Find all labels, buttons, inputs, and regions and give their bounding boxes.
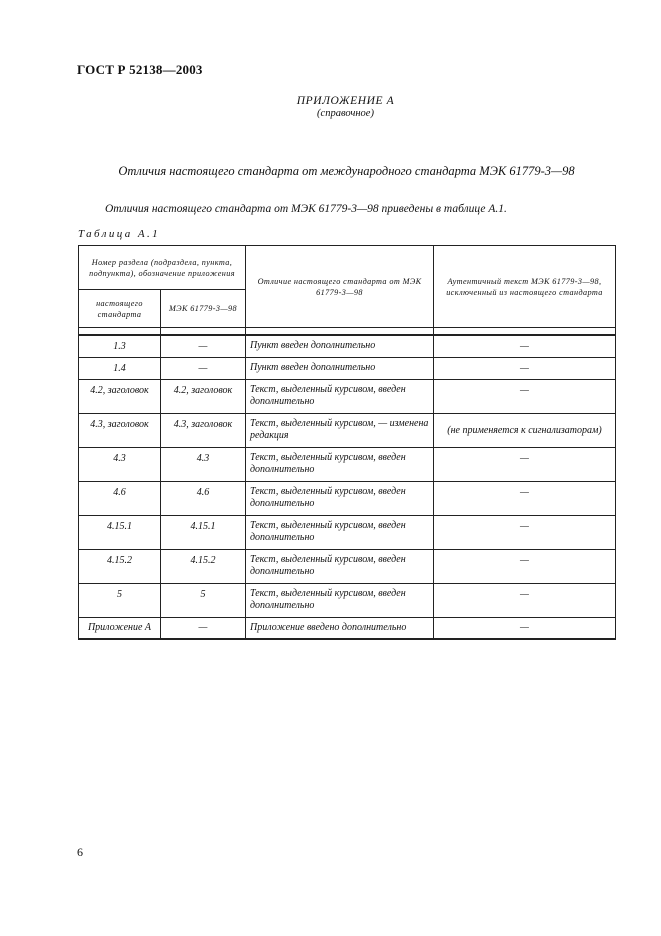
cell-authentic-text: (не применяется к сигнализаторам) <box>434 413 616 447</box>
cell-iec-standard: 4.15.1 <box>161 515 246 549</box>
cell-difference: Текст, выделенный курсивом, введен дополнительно <box>246 481 434 515</box>
table-row <box>79 481 616 515</box>
cell-difference: Текст, выделенный курсивом, введен дополнительно <box>246 515 434 549</box>
annex-subtitle: (справочное) <box>317 108 374 119</box>
table-row <box>79 549 616 583</box>
page-number: 6 <box>77 845 83 859</box>
cell-iec-standard: — <box>161 357 246 379</box>
separator-cell <box>161 328 246 336</box>
cell-iec-standard: 4.2, заголовок <box>161 379 246 413</box>
cell-iec-standard: 4.15.2 <box>161 549 246 583</box>
intro-paragraph: Отличия настоящего стандарта от МЭК 61779-3—98 приведены в таблице А.1. <box>105 203 507 215</box>
cell-current-standard: 1.4 <box>79 357 161 379</box>
cell-authentic-text: — <box>434 335 616 357</box>
cell-current-standard: 4.15.1 <box>79 515 161 549</box>
table-label: Таблица А.1 <box>78 228 161 240</box>
table-row <box>79 357 616 379</box>
header-section-number: Номер раздела (подраздела, пункта, подпункта), обозначение приложения <box>79 246 246 290</box>
table-row <box>79 335 616 357</box>
cell-current-standard: 4.3 <box>79 447 161 481</box>
table-row <box>79 413 616 447</box>
document-code: ГОСТ Р 52138—2003 <box>77 62 203 77</box>
header-authentic-text: Аутентичный текст МЭК 61779-3—98, исключенный из настоящего стандарта <box>434 246 616 328</box>
section-heading: Отличия настоящего стандарта от международного стандарта МЭК 61779-3—98 <box>118 164 575 178</box>
cell-current-standard: 4.15.2 <box>79 549 161 583</box>
cell-iec-standard: — <box>161 335 246 357</box>
header-iec-standard: МЭК 61779-3—98 <box>161 290 246 328</box>
cell-authentic-text: — <box>434 515 616 549</box>
header-current-standard: настоящего стандарта <box>79 290 161 328</box>
cell-current-standard: Приложение А <box>79 617 161 639</box>
separator-cell <box>246 328 434 336</box>
annex-title: ПРИЛОЖЕНИЕ А <box>296 95 395 107</box>
cell-authentic-text: — <box>434 379 616 413</box>
separator-cell <box>79 328 161 336</box>
cell-difference: Текст, выделенный курсивом, введен дополнительно <box>246 549 434 583</box>
cell-iec-standard: 4.3, заголовок <box>161 413 246 447</box>
cell-current-standard: 5 <box>79 583 161 617</box>
differences-table <box>78 245 616 640</box>
cell-difference: Пункт введен дополнительно <box>246 335 434 357</box>
cell-difference: Приложение введено дополнительно <box>246 617 434 639</box>
cell-authentic-text: — <box>434 447 616 481</box>
separator-cell <box>434 328 616 336</box>
table-row <box>79 447 616 481</box>
cell-difference: Текст, выделенный курсивом, введен дополнительно <box>246 447 434 481</box>
cell-current-standard: 4.6 <box>79 481 161 515</box>
cell-difference: Текст, выделенный курсивом, введен дополнительно <box>246 379 434 413</box>
cell-difference: Текст, выделенный курсивом, введен дополнительно <box>246 583 434 617</box>
cell-authentic-text: — <box>434 549 616 583</box>
cell-difference: Пункт введен дополнительно <box>246 357 434 379</box>
header-separator <box>79 328 616 336</box>
cell-authentic-text: — <box>434 583 616 617</box>
cell-iec-standard: 5 <box>161 583 246 617</box>
table-row <box>79 379 616 413</box>
cell-authentic-text: — <box>434 481 616 515</box>
cell-iec-standard: 4.3 <box>161 447 246 481</box>
header-difference: Отличие настоящего стандарта от МЭК 61779-3—98 <box>246 246 434 328</box>
cell-current-standard: 4.3, заголовок <box>79 413 161 447</box>
cell-iec-standard: — <box>161 617 246 639</box>
cell-iec-standard: 4.6 <box>161 481 246 515</box>
table-row <box>79 583 616 617</box>
cell-current-standard: 4.2, заголовок <box>79 379 161 413</box>
table-row <box>79 617 616 639</box>
cell-difference: Текст, выделенный курсивом, — изменена редакция <box>246 413 434 447</box>
cell-authentic-text: — <box>434 357 616 379</box>
cell-authentic-text: — <box>434 617 616 639</box>
table-row <box>79 515 616 549</box>
cell-current-standard: 1.3 <box>79 335 161 357</box>
